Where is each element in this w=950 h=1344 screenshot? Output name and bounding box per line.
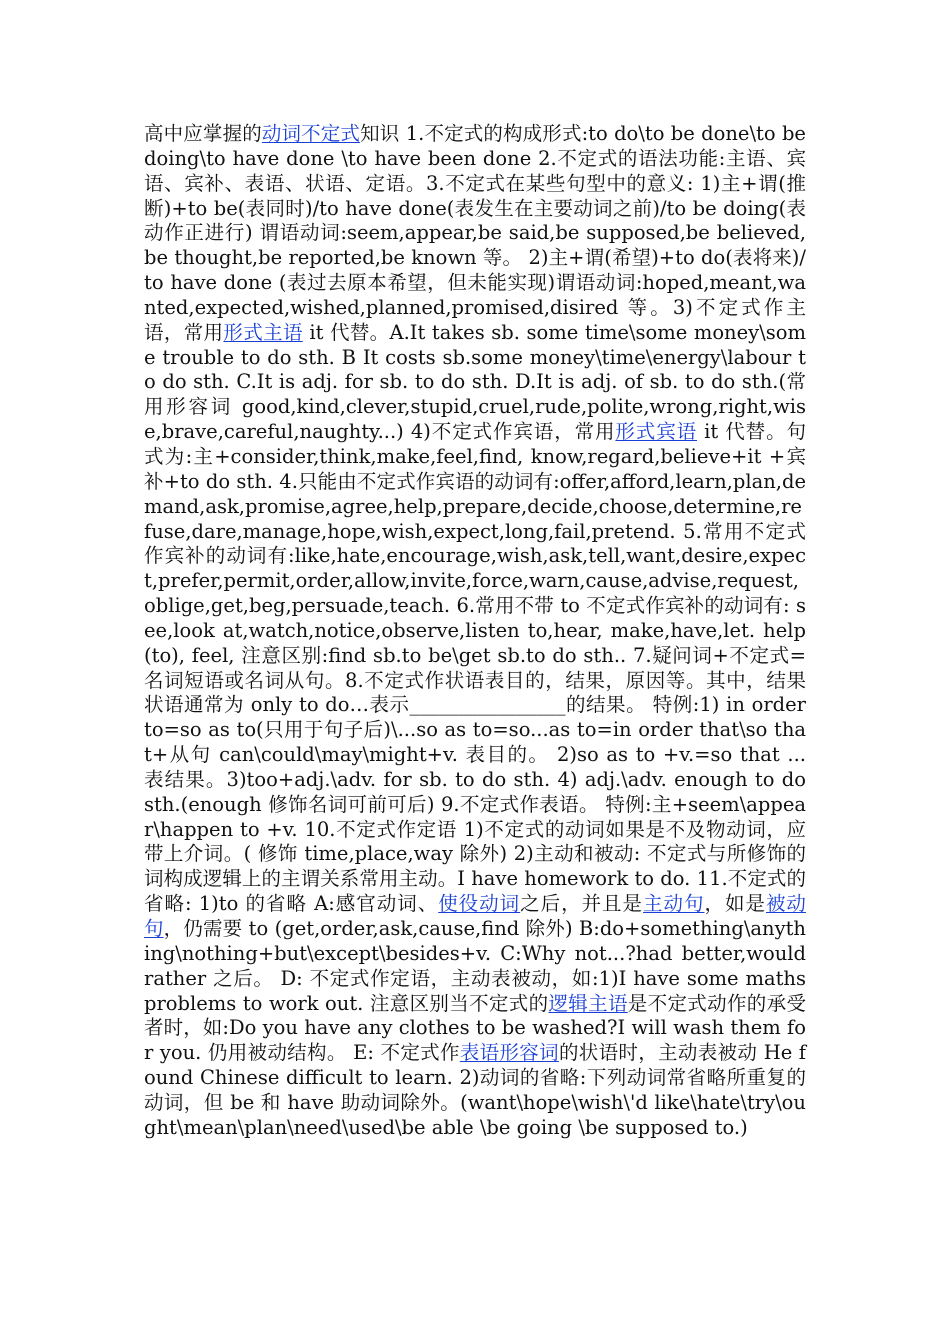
text-and-is: 之后，并且是 xyxy=(520,892,644,916)
link-passive-sentence[interactable]: 被动句 xyxy=(144,892,806,940)
link-causative-verb[interactable]: 使役动词 xyxy=(438,892,521,916)
text-formal-subject-patterns: it 代替。A.It takes sb. some time\some money\some trouble to do sth. B It costs sb.some money\time\energy\labour to do sth. C.It is adj. for sb. to do sth. D.It is adj. of sb. to do sth.(常用形容词 good,kind,clever,stupid,cruel,rude,polite,wrong,right,wise,brave,careful,naughty...) 4)不定式作宾语，常用 xyxy=(144,320,806,444)
main-paragraph xyxy=(144,122,806,1141)
link-infinitive[interactable]: 动词不定式 xyxy=(261,122,361,145)
text-omission-rules: ，仍需要 to (get,order,ask,cause,find 除外) B:do+something\anything\nothing+but\except\besides+v. C:Why not...?had better,would rather 之后。 D: 不定式作定语，主动表被动，如:1)I have some maths problems to work out. 注意区别当不定式的 xyxy=(144,917,806,1015)
text-intro: 高中应掌握的 xyxy=(144,122,262,145)
text-verb-lists: it 代替。句式为:主+consider,think,make,feel,find, know,regard,believe+it +宾补+to do sth. 4.只能由不定式作宾语的动词有:offer,afford,learn,plan,demand,ask,promise,agree,help,prepare,decide,choose,determine,refuse,dare,manage,hope,wish,expect,long,fail,pretend. 5.常用不定式作宾补的动词有:like,hate,encourage,wish,ask,tell,want,desire,expect,prefer,permit,order,allow,invite,force,warn,cause,advise,request,oblige,get,beg,persuade,teach. 6.常用不带 to 不定式作宾补的动词有: see,look at,watch,notice,observe,listen to,hear, make,have,let. help (to), feel, 注意区别:find sb.to be\get sb.to do sth.. 7.疑问词+不定式=名词短语或名词从句。8.不定式作状语表目的，结果，原因等。其中，结果状语通常为 only to do…表示________________的结果。 特例:1) in order to=so as to(只用于句子后)\...so as to=so...as to=in order that\so that+从句 can\could\may\might+v. 表目的。 2)so as to +v.=so that ... 表结果。3)too+adj.\adv. for sb. to do sth. 4) adj.\adv. enough to do sth.(enough 修饰名词可前可后) 9.不定式作表语。 特例:主+seem\appear\happen to +v. 10.不定式作定语 1)不定式的动词如果是不及物动词，应带上介词。( 修饰 time,place,way 除外) 2)主动和被动: 不定式与所修饰的词构成逻辑上的主谓关系常用主动。I have homework to do. 11.不定式的省略: 1)to 的省略 A:感官动词、 xyxy=(144,420,806,916)
text-closing: 的状语时，主动表被动 He found Chinese difficult to learn. 2)动词的省略:下列动词常省略所重复的动词，但 be 和 have 助动词除外。(want\hope\wish\'d like\hate\try\ought\mean\plan\need\used\be able \be going \be supposed to.) xyxy=(144,1041,806,1139)
link-formal-subject[interactable]: 形式主语 xyxy=(223,320,303,344)
text-infinitive-rules: 知识 1.不定式的构成形式:to do\to be done\to be doing\to have done \to have been done 2.不定式的语法功能:主语、宾语、宾补、表语、状语、定语。3.不定式在某些句型中的意义: 1)主+谓(推断)+to be(表同时)/to have done(表发生在主要动词之前)/to be doing(表动作正进行) 谓语动词:seem,appear,be said,be supposed,be believed, be thought,be reported,be known 等。 2)主+谓(希望)+to do(表将来)/to have done (表过去原本希望，但未能实现)谓语动词:hoped,meant,wanted,expected,wished,planned,promised,disired 等。3)不定式作主语，常用 xyxy=(144,122,806,344)
link-active-sentence[interactable]: 主动句 xyxy=(643,892,705,916)
document-body xyxy=(144,122,806,1141)
link-formal-object[interactable]: 形式宾语 xyxy=(615,420,698,444)
link-predicative-adjective[interactable]: 表语形容词 xyxy=(459,1041,559,1065)
text-if-is: ，如是 xyxy=(704,892,766,916)
link-logical-subject[interactable]: 逻辑主语 xyxy=(548,991,628,1015)
text-passive-structure: 是不定式动作的承受者时，如:Do you have any clothes to be washed?I will wash them for you. 仍用被动结构。 E: 不定式作 xyxy=(144,991,806,1065)
